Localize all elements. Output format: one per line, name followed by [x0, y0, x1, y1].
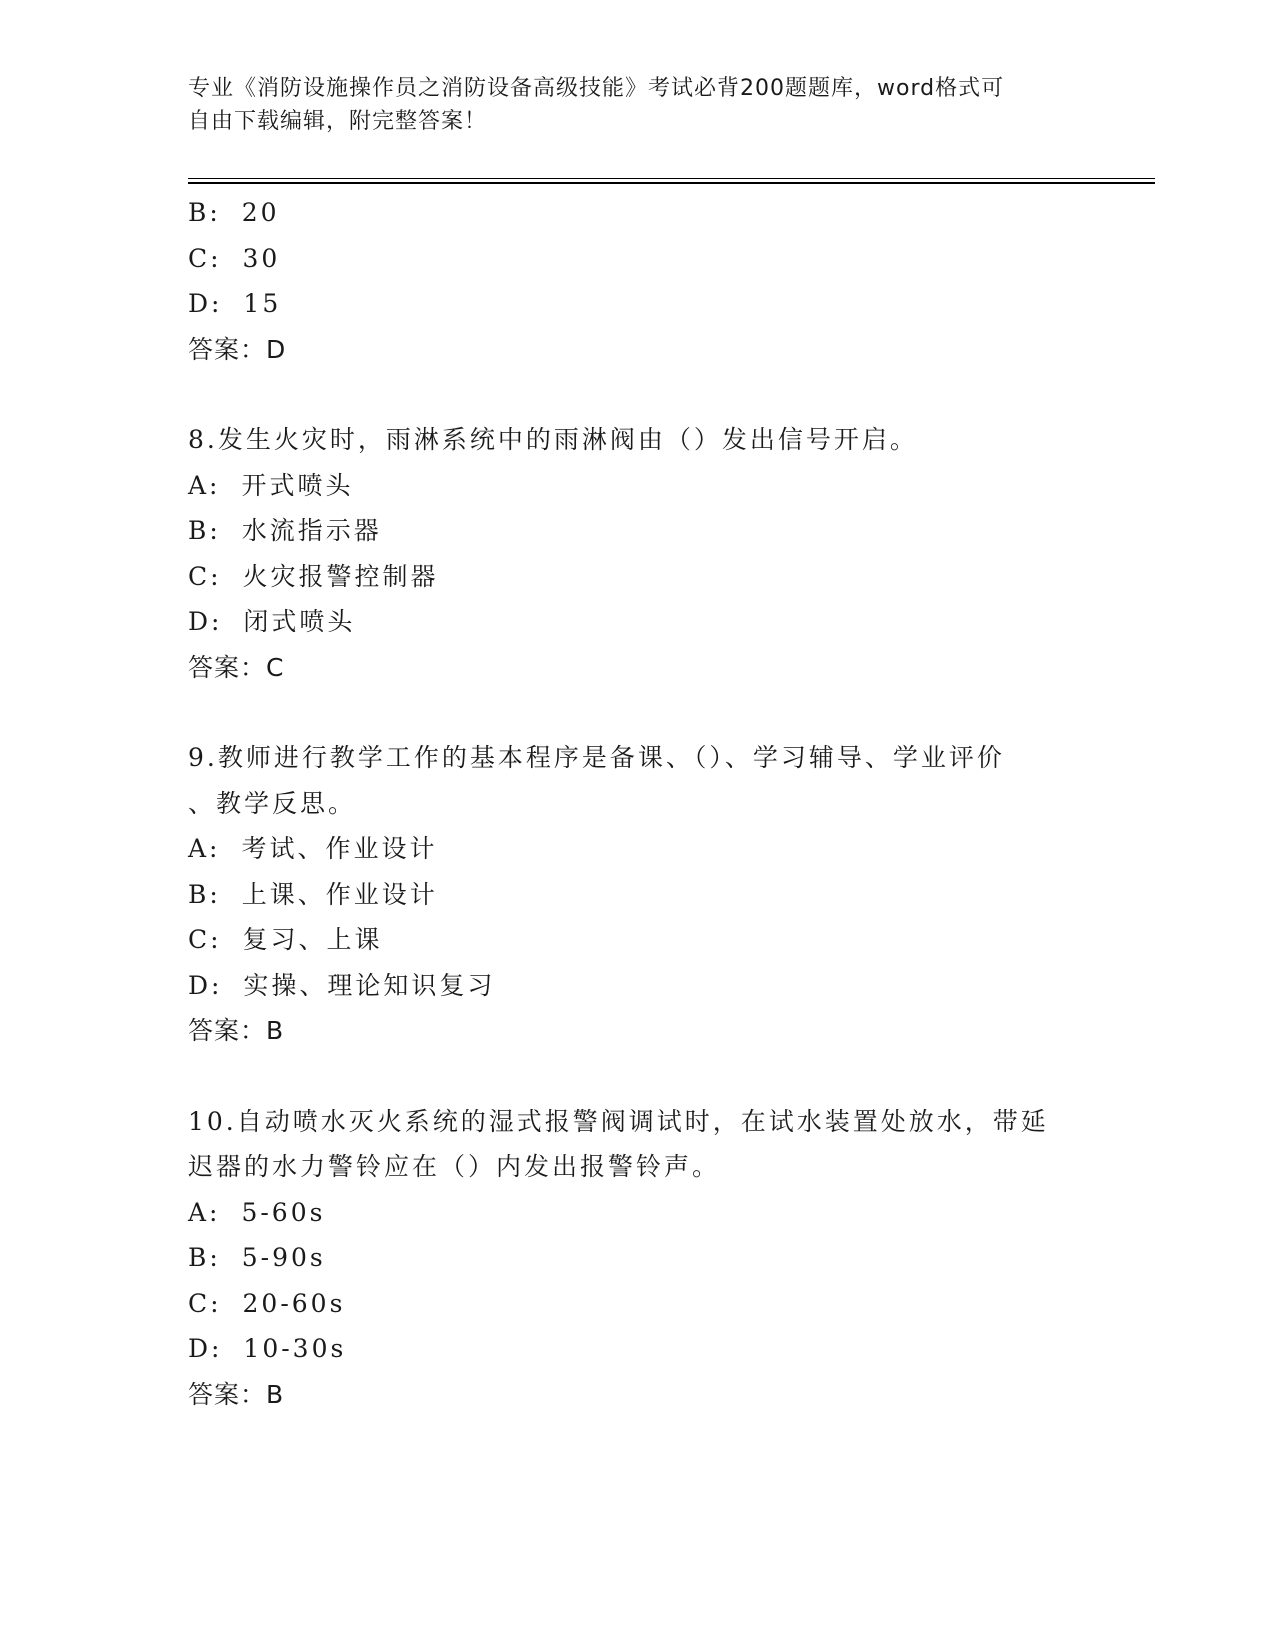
- spacer: [188, 1054, 1088, 1099]
- question-stem: 8.发生火灾时，雨淋系统中的雨淋阀由（）发出信号开启。: [188, 425, 918, 454]
- question-10: [188, 1099, 1088, 1418]
- question-9: [188, 735, 1088, 1054]
- option-text: 复习、上课: [242, 925, 383, 954]
- option-key: C:: [188, 925, 222, 954]
- option-text: 15: [243, 289, 282, 318]
- option-key: B:: [188, 198, 221, 227]
- option-key: D:: [188, 607, 223, 636]
- option-text: 开式喷头: [241, 470, 354, 500]
- option-text: 火灾报警控制器: [242, 561, 439, 591]
- option-line: [188, 508, 1088, 554]
- prev-question: [188, 190, 1088, 372]
- option-text: 考试、作业设计: [241, 834, 438, 863]
- option-key: B:: [188, 879, 221, 909]
- header-title-line-1: 专业《消防设施操作员之消防设备高级技能》考试必背200题题库，word格式可: [188, 76, 1005, 101]
- answer-line: 答案：B: [188, 1379, 285, 1409]
- option-key: A:: [188, 1197, 221, 1227]
- option-text: 闭式喷头: [243, 607, 356, 636]
- option-line: [188, 281, 1088, 327]
- option-line: [188, 1235, 1088, 1281]
- option-line: [188, 599, 1088, 645]
- answer-line: 答案：B: [188, 1016, 285, 1045]
- option-text: 10-30s: [243, 1334, 347, 1363]
- option-line: [188, 963, 1088, 1009]
- question-stem: 10.自动喷水灭火系统的湿式报警阀调试时，在试水装置处放水，带延: [188, 1106, 1049, 1136]
- option-line: [188, 1281, 1088, 1327]
- option-key: C:: [188, 561, 222, 591]
- option-text: 水流指示器: [241, 516, 382, 545]
- option-line: [188, 1190, 1088, 1236]
- option-key: C:: [188, 243, 222, 273]
- option-key: D:: [188, 289, 223, 318]
- option-line: [188, 554, 1088, 600]
- option-key: A:: [188, 470, 221, 500]
- option-line: [188, 463, 1088, 509]
- document-body: [188, 190, 1088, 1417]
- option-key: A:: [188, 834, 221, 863]
- option-text: 5-90s: [241, 1243, 326, 1272]
- answer-line: 答案：D: [188, 334, 287, 364]
- question-stem: 、教学反思。: [188, 788, 357, 818]
- option-text: 20-60s: [242, 1288, 346, 1318]
- option-key: D:: [188, 970, 223, 1000]
- header-title-line-2: 自由下载编辑，附完整答案！: [188, 109, 488, 134]
- option-key: B:: [188, 516, 221, 545]
- spacer: [188, 372, 1088, 417]
- option-text: 20: [241, 198, 280, 227]
- option-line: [188, 190, 1088, 236]
- header-rule-thin: [188, 178, 1155, 179]
- option-line: [188, 917, 1088, 963]
- option-key: D:: [188, 1334, 223, 1363]
- question-stem: 迟器的水力警铃应在（）内发出报警铃声。: [188, 1152, 721, 1181]
- option-line: [188, 826, 1088, 872]
- question-8: [188, 417, 1088, 690]
- header-rule-thick: [188, 182, 1155, 184]
- spacer: [188, 690, 1088, 735]
- option-line: [188, 872, 1088, 918]
- option-key: C:: [188, 1288, 222, 1318]
- option-text: 上课、作业设计: [241, 879, 438, 909]
- option-text: 5-60s: [241, 1197, 326, 1227]
- page-header: [188, 72, 1088, 138]
- option-key: B:: [188, 1243, 221, 1272]
- question-stem: 9.教师进行教学工作的基本程序是备课、（）、学习辅导、学业评价: [188, 743, 1005, 772]
- answer-line: 答案：C: [188, 652, 285, 682]
- option-text: 30: [242, 243, 281, 273]
- option-line: [188, 236, 1088, 282]
- option-text: 实操、理论知识复习: [243, 970, 496, 1000]
- option-line: [188, 1326, 1088, 1372]
